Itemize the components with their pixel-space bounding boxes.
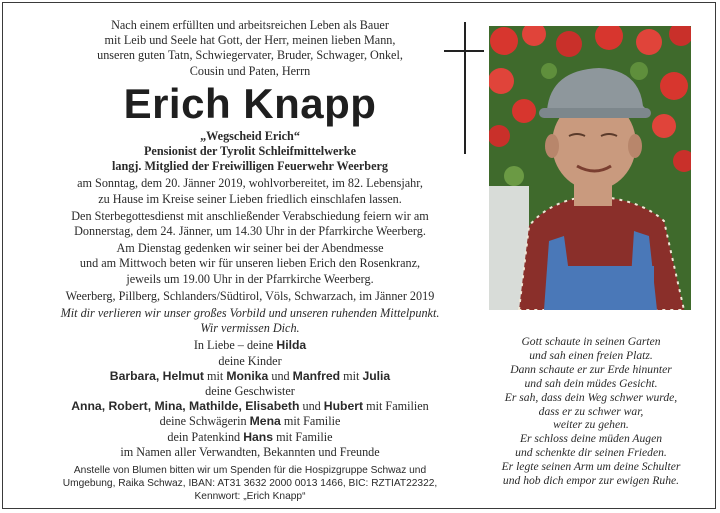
poem-line: Gott schaute in seinen Garten: [521, 335, 661, 348]
death-line: zu Hause im Kreise seiner Lieben friedlich einschlafen lassen.: [98, 191, 402, 206]
godchild-suffix: mit Familie: [273, 429, 333, 444]
children-label: deine Kinder: [218, 353, 282, 368]
death-line: am Sonntag, dem 20. Jänner 2019, wohlvorbereitet, im 82. Lebensjahr,: [77, 176, 423, 191]
godchild-name: Hans: [243, 429, 274, 444]
wife-name: Hilda: [276, 338, 307, 353]
sibling-name: Hubert: [323, 399, 364, 414]
places-date: Weerberg, Pillberg, Schlanders/Südtirol, Völs, Schwarzach, im Jänner 2019: [65, 288, 435, 303]
sister-in-law-suffix: mit Familie: [280, 414, 341, 429]
godchild-prefix: dein Patenkind: [167, 429, 244, 444]
prayer-line: jeweils um 19.00 Uhr in der Pfarrkirche Weerberg.: [126, 271, 374, 286]
poem: [488, 335, 694, 488]
nickname: „Wegscheid Erich“: [200, 128, 300, 143]
child-name: Barbara: [109, 368, 156, 383]
portrait-photo: [489, 26, 691, 310]
service-line: Donnerstag, dem 24. Jänner, um 14.30 Uhr in der Pfarrkirche Weerberg.: [74, 224, 426, 239]
poem-line: und hob dich empor zur ewigen Ruhe.: [502, 474, 680, 488]
separator: ,: [155, 368, 163, 383]
child-name: Julia: [362, 368, 391, 383]
portrait-illustration: [489, 26, 691, 310]
poem-line: Dann schaute er zur Erde hinunter: [510, 362, 672, 376]
separator: und: [268, 368, 293, 383]
deceased-name: Erich Knapp: [123, 79, 377, 127]
separator: mit: [203, 368, 227, 383]
service-line: Den Sterbegottesdienst mit anschließender Verabschiedung feiern wir am: [71, 208, 429, 223]
intro-line: Nach einem erfüllten und arbeitsreichen Leben als Bauer: [111, 18, 389, 32]
sister-in-law-prefix: deine Schwägerin: [159, 414, 250, 429]
sister-in-law: [22, 414, 478, 429]
siblings-label: deine Geschwister: [205, 384, 295, 399]
motto-line: Mit dir verlieren wir unser großes Vorbild und unseren ruhenden Mittelpunkt.: [60, 306, 440, 321]
child-name: Manfred: [292, 368, 341, 383]
wife-prefix: In Liebe – deine: [193, 338, 277, 353]
prayer-line: und am Mittwoch beten wir für unseren lieben Erich den Rosenkranz,: [79, 256, 421, 271]
cross-icon: [444, 22, 484, 154]
title-line: langj. Mitglied der Freiwilligen Feuerwehr Weerberg: [112, 159, 388, 174]
motto-line: Wir vermissen Dich.: [200, 321, 300, 336]
donation-line: Anstelle von Blumen bitten wir um Spenden für die Hospizgruppe Schwaz und: [73, 465, 427, 477]
poem-line: Er legte seinen Arm um deine Schulter: [501, 460, 681, 474]
intro-line: unseren guten Tatn, Schwiegervater, Bruder, Schwager, Onkel,: [97, 48, 403, 63]
poem-line: dass er zu schwer war,: [538, 404, 644, 418]
poem-line: und sah dein müdes Gesicht.: [524, 376, 658, 390]
separator: mit: [340, 368, 363, 383]
child-name: Helmut: [162, 368, 204, 383]
donation-line: Umgebung, Raika Schwaz, IBAN: AT31 3632 2000 0013 1466, BIC: RZTIAT22322,: [62, 478, 438, 490]
sibling-names: Anna, Robert, Mina, Mathilde, Elisabeth: [71, 399, 300, 414]
siblings-suffix: mit Familien: [363, 399, 429, 414]
others-line: im Namen aller Verwandten, Bekannten und Freunde: [120, 444, 380, 459]
child-name: Monika: [226, 368, 269, 383]
poem-line: Er sah, dass dein Weg schwer wurde,: [504, 390, 678, 404]
title-line: Pensionist der Tyrolit Schleifmittelwerke: [143, 144, 356, 159]
children-names: [22, 369, 478, 384]
prayer-line: Am Dienstag gedenken wir seiner bei der Abendmesse: [116, 241, 384, 256]
poem-line: Er schloss deine müden Augen: [519, 432, 663, 446]
godchild: [22, 430, 478, 445]
intro-line: Cousin und Paten, Herrn: [189, 63, 311, 78]
poem-line: weiter zu gehen.: [553, 418, 629, 432]
poem-line: und sah einen freien Platz.: [529, 348, 653, 362]
separator: und: [299, 399, 324, 414]
donation-line: Kennwort: „Erich Knapp“: [194, 491, 306, 503]
intro-line: mit Leib und Seele hat Gott, der Herr, meinen lieben Mann,: [104, 33, 396, 48]
siblings-names: [22, 399, 478, 414]
poem-line: und schenkte dir seinen Frieden.: [515, 446, 667, 460]
obituary-text: [22, 18, 478, 503]
mourner-wife: [22, 338, 478, 353]
sister-in-law-name: Mena: [249, 414, 281, 429]
